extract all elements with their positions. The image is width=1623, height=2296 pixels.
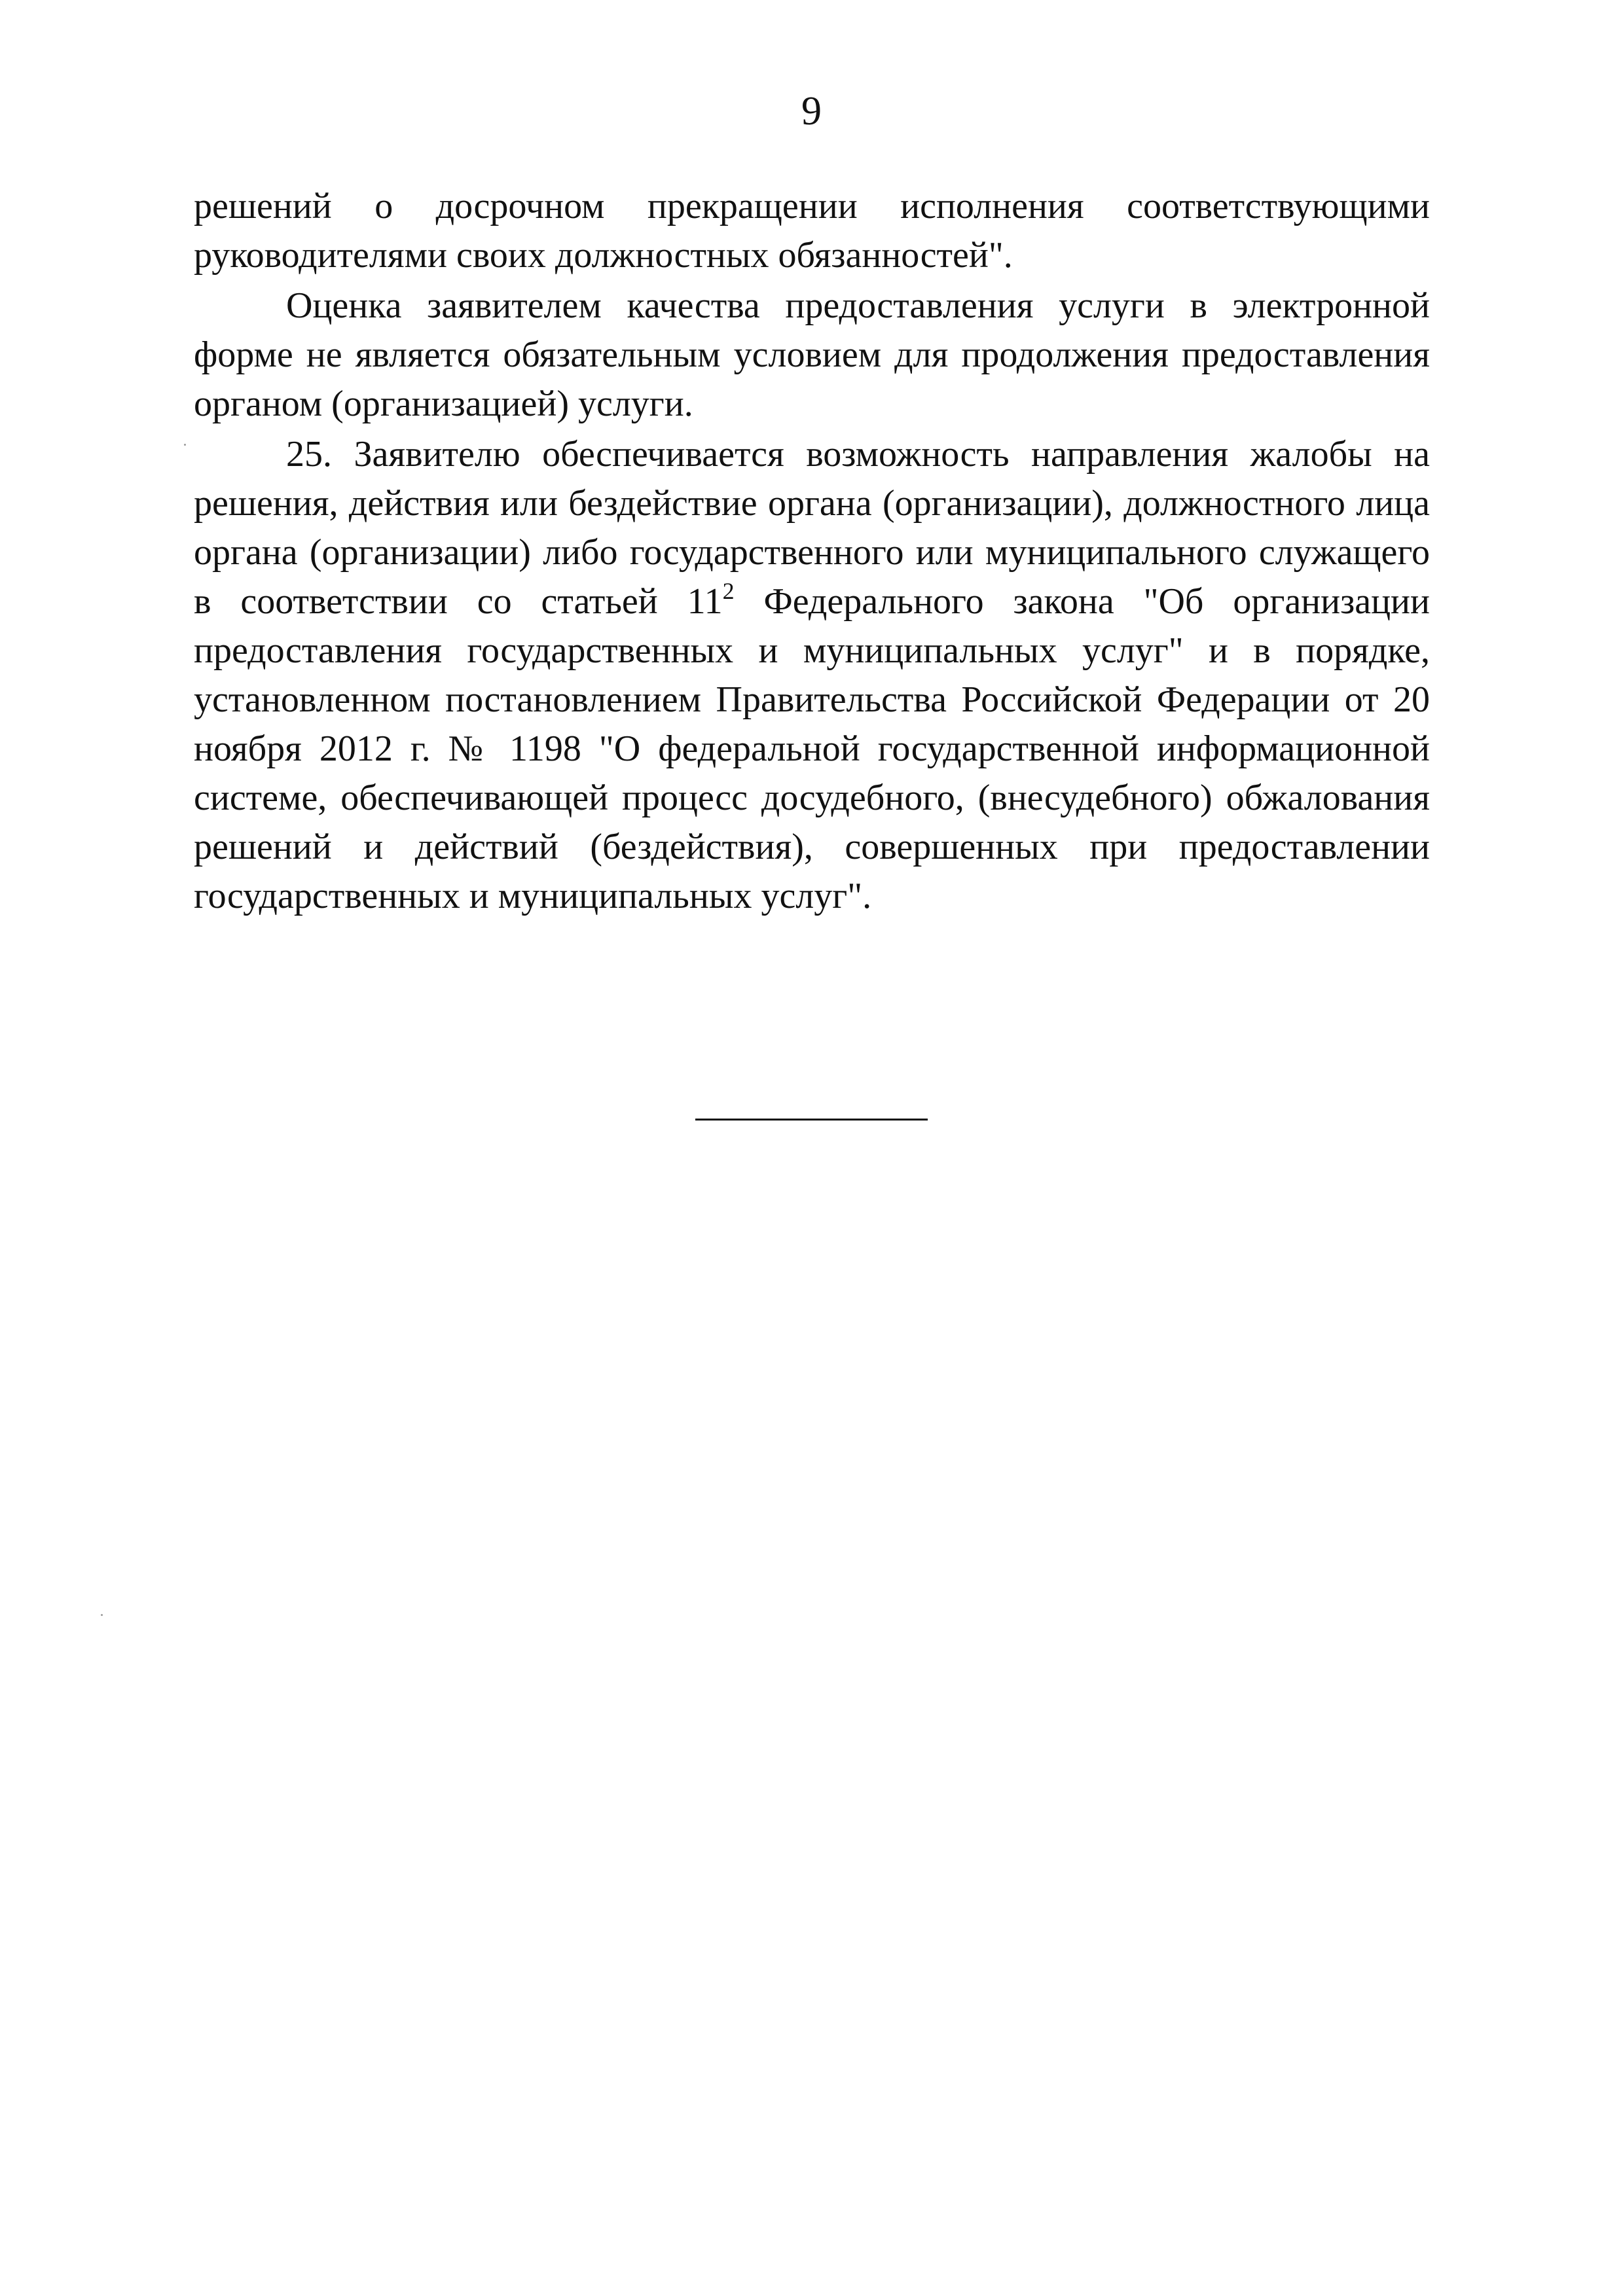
paragraph-25-text-start: 25. Заявителю обеспечивается возможность направления жалобы на решения, действия или бездействие органа (организации), должностного лица органа (организации) либо государственного или муниципального служащего в соответствии со статьей 11 <box>194 434 1430 622</box>
scan-speck <box>184 444 186 446</box>
scan-speck <box>101 1614 103 1616</box>
paragraph-25-text-end: Федерального закона "Об организации предоставления государственных и муниципальных услуг" и в порядке, установленном постановлением Правительства Российской Федерации от 20 ноября 2012 г. № 1198 "О федеральной государственной информационной системе, обеспечивающей процесс досудебного, (внесудебного) обжалования решений и действий (бездействия), совершенных при предоставлении государственных и муниципальных услуг". <box>194 581 1430 916</box>
page-number: 9 <box>801 89 822 134</box>
document-body <box>194 182 1430 921</box>
paragraph-continuation: решений о досрочном прекращении исполнения соответствующими руководителями своих должностных обязанностей". <box>194 186 1430 276</box>
article-superscript: 2 <box>722 578 735 605</box>
paragraph-25-complaints <box>194 430 1430 921</box>
end-of-document-rule <box>695 1119 928 1121</box>
paragraph-service-rating: Оценка заявителем качества предоставления услуги в электронной форме не является обязательным условием для продолжения предоставления органом (организацией) услуги. <box>194 285 1430 424</box>
